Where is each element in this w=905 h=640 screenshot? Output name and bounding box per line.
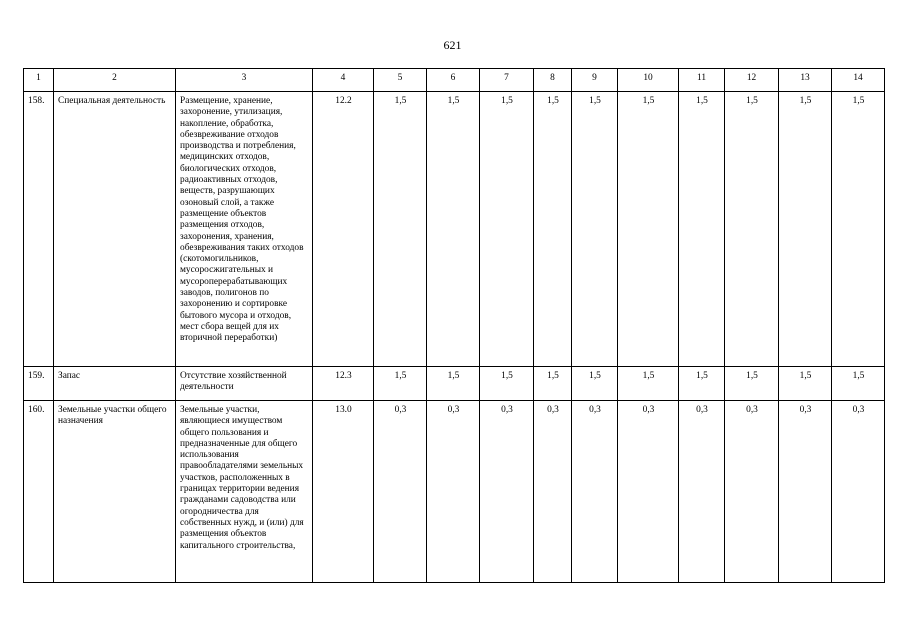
- column-header: 5: [374, 69, 427, 92]
- classifier-code: 13.0: [313, 401, 374, 583]
- land-use-name: Специальная деятельность: [54, 92, 176, 367]
- coefficient-cell: 1,5: [374, 367, 427, 401]
- coefficient-cell: 1,5: [679, 92, 725, 367]
- column-header: 13: [779, 69, 832, 92]
- column-header: 10: [618, 69, 679, 92]
- land-use-table: [23, 68, 885, 583]
- column-header: 9: [572, 69, 618, 92]
- column-header: 12: [725, 69, 779, 92]
- coefficient-cell: 1,5: [618, 367, 679, 401]
- coefficient-cell: 1,5: [679, 367, 725, 401]
- classifier-code: 12.2: [313, 92, 374, 367]
- coefficient-cell: 1,5: [618, 92, 679, 367]
- column-header: 4: [313, 69, 374, 92]
- column-header: 1: [24, 69, 54, 92]
- coefficient-cell: 1,5: [374, 92, 427, 367]
- coefficient-cell: 1,5: [725, 92, 779, 367]
- coefficient-cell: 0,3: [480, 401, 534, 583]
- coefficient-cell: 0,3: [725, 401, 779, 583]
- coefficient-cell: 0,3: [679, 401, 725, 583]
- coefficient-cell: 1,5: [832, 367, 885, 401]
- coefficient-cell: 1,5: [534, 92, 572, 367]
- land-use-name: Земельные участки общего назначения: [54, 401, 176, 583]
- column-header: 6: [427, 69, 480, 92]
- coefficient-cell: 0,3: [572, 401, 618, 583]
- coefficient-cell: 1,5: [572, 367, 618, 401]
- coefficient-cell: 1,5: [534, 367, 572, 401]
- page-number: 621: [443, 38, 462, 52]
- column-header: 2: [54, 69, 176, 92]
- coefficient-cell: 1,5: [427, 367, 480, 401]
- coefficient-cell: 1,5: [480, 92, 534, 367]
- land-use-description: Размещение, хранение, захоронение, утилизация, накопление, обработка, обезвреживание отходов производства и потребления, медицинских отходов, биологических отходов, радиоактивных отходов, веществ, разрушающих озоновый слой, а также размещение объектов размещения отходов, захоронения, хранения, обезвреживания таких отходов (скотомогильников, мусоросжигательных и мусороперерабатывающих заводов, полигонов по захоронению и сортировке бытового мусора и отходов, мест сбора вещей для их вторичной переработки): [176, 92, 313, 367]
- coefficient-cell: 0,3: [779, 401, 832, 583]
- coefficient-cell: 1,5: [427, 92, 480, 367]
- table-header-row: [24, 69, 885, 92]
- column-header: 8: [534, 69, 572, 92]
- coefficient-cell: 0,3: [427, 401, 480, 583]
- land-use-name: Запас: [54, 367, 176, 401]
- row-number: 158.: [24, 92, 54, 367]
- coefficient-cell: 1,5: [725, 367, 779, 401]
- land-use-description: Отсутствие хозяйственной деятельности: [176, 367, 313, 401]
- coefficient-cell: 1,5: [832, 92, 885, 367]
- coefficient-cell: 1,5: [779, 367, 832, 401]
- column-header: 11: [679, 69, 725, 92]
- row-number: 159.: [24, 367, 54, 401]
- row-number: 160.: [24, 401, 54, 583]
- column-header: 3: [176, 69, 313, 92]
- coefficient-cell: 0,3: [618, 401, 679, 583]
- table-row: [24, 92, 885, 367]
- coefficient-cell: 1,5: [779, 92, 832, 367]
- coefficient-cell: 0,3: [534, 401, 572, 583]
- table-row: [24, 401, 885, 583]
- coefficient-cell: 1,5: [572, 92, 618, 367]
- column-header: 14: [832, 69, 885, 92]
- coefficient-cell: 1,5: [480, 367, 534, 401]
- table-row: [24, 367, 885, 401]
- land-use-description: Земельные участки, являющиеся имуществом общего пользования и предназначенные для общего использования правообладателями земельных участков, расположенных в границах территории ведения гражданами садоводства или огородничества для собственных нужд, и (или) для размещения объектов капитального строительства,: [176, 401, 313, 583]
- classifier-code: 12.3: [313, 367, 374, 401]
- coefficient-cell: 0,3: [832, 401, 885, 583]
- coefficient-cell: 0,3: [374, 401, 427, 583]
- column-header: 7: [480, 69, 534, 92]
